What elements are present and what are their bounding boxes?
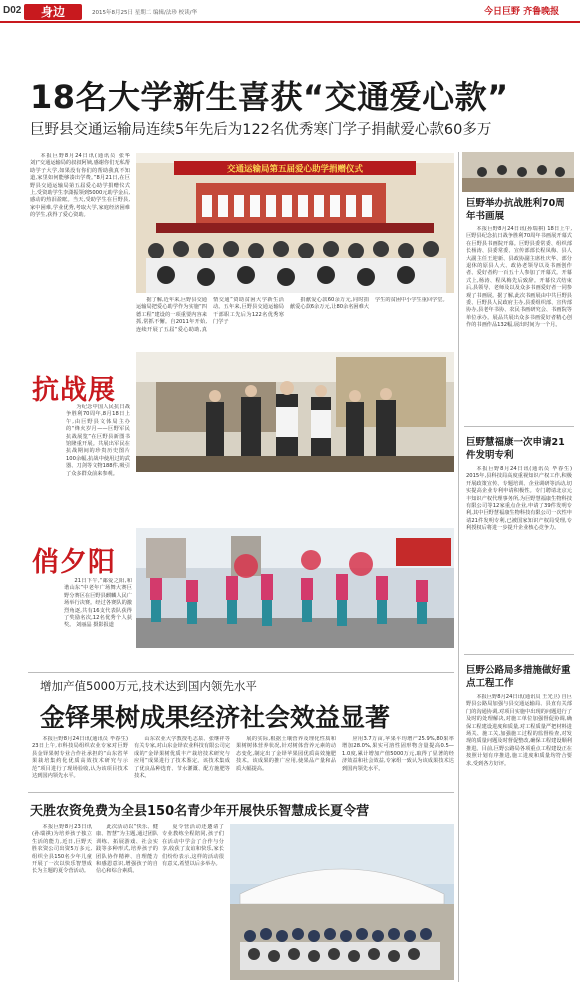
orchard-rule-top (28, 672, 454, 673)
sidebar-rule-1 (464, 426, 574, 427)
paper-name: 今日巨野 齐鲁晚报 (484, 7, 560, 17)
sidebar-story1-body (466, 226, 572, 424)
column-divider (458, 152, 459, 982)
summer-camp-col2-text: 此次活动以“快乐、健康、智慧”为主题,通过团队训练、拓展游戏、社会实践等多种形式,培养孩子的团队协作精神、自理能力和感恩意识,增强孩子的自信心和综合素质。 (96, 824, 158, 875)
orchard-col1-text: 本报巨野8月24日讯(通讯员 毕春生) 23日上午,市科技局组织农业专家对巨野县金铎果树专业合作社承担的“山东省苹果栽培集约化优质高效技术研究与示范”项目进行了现场验收,认为该项目技术达到国内领先水平。 (32, 736, 128, 780)
orchard-col2-text: 山东农业大学教授毛志泉、张继祥等有关专家,对山东金铎农业科技有限公司完成的“金铎果树优质丰产栽培技术研究与应用”成果进行了技术鉴定。该技术集成了优良品种选育、节水灌溉、配方施肥等技术。 (134, 736, 230, 780)
banner-text: 交通运输局第五届爱心助学捐赠仪式 (226, 164, 364, 175)
kangzhan-body-text: 为纪念中国人民抗日战争胜利70周年,8月18日上午,由巨野县文体局主办的“烽火岁月——巨野军民抗战展览”在巨野县新图书馆隆重开展。共展出军民在抗战期间的珍贵历史图片100余幅,抗战中使用过的武器、刀剑等文物188件,吸引了众多群众前来参观。 (66, 404, 130, 477)
page-code: D02 (3, 5, 22, 16)
sidebar-rule-2 (464, 654, 574, 655)
qiaoxiyang-photo (136, 528, 454, 648)
sidebar-story2-text: 本报巨野8月24日讯(通讯员 毕春生) 2015年,县科技局高度重视知识产权工作,积极开展政策宣传、专题培训、企业调研等活动,切实提高企业专利申请积极性。专门聘请北京元丰知识产权代理事务所,为巨野慧福康生物科技有限公司等12家重点企业,申请了39件发明专利,其中巨野慧福康生物科技有限公司一次性申请21件发明专利,已被国家知识产权局受理,专利授权后将进一步提升企业核心竞争力。 (466, 466, 572, 532)
sidebar-story3-text: 本报巨野8月24日讯(通讯员 王光卫) 自巨野县公路局加强与县交通运输局、县直有关部门的沟通协调,对项目实施中出现的问题进行了及时的处理解决,对施工单位加强督促协调,确保工程建设进度和质量,对工程质量严把材料进场关、施工关,加强施工过程的监督检查,对发现的质量问题及时督促整改,确保工程建设顺利推进。目前,巨野公路局各项重点工程建设正在按照计划有序推进,施工进度和质量均符合要求,受到各方好评。 (466, 694, 572, 767)
sidebar-story1-text: 本报巨野8月24日讯(孙瑞祺) 18日上午,巨野县纪念抗日战争胜利70周年书画展开幕式在巨野县书画院开幕。巨野县委常委、组织部长杨涛、县委常委、宣传部部长程凤梅、县人大副主任王迎新、县政协副主席杜庆华、部分退休的原县人大、政协老领导以及书画创作者、爱好者约一百五十人参加了开幕式。开幕式上,杨涛、程凤梅先后致辞。开幕仪式结束后,县领导、老师及以及众多书画爱好者一同参观了书画展。据了解,此次书画展由中共巨野县委、巨野县人民政府主办,县委组织部、宣传部协办,县老年书协、农民书画研究会、书画院等单位承办。展品共展出众多书画爱好者精心创作的书画作品132幅,展出时间为一个月。 (466, 226, 572, 329)
date-line: 2015年8月25日 星期二 编辑/法珍 校读/华 (92, 10, 197, 16)
sidebar-story2-body (466, 466, 572, 648)
lead-col1-text: 本报巨野8月24日讯(通讯员 张华 刘)“交通运输局的叔叔阿姨,感谢你们无私帮助学子大学,如果没有你们的帮助我真不知道,家里如何能够凑出学费。”8月21日,在巨野县交通运输局第五届爱心助学捐赠仪式上,受资助学生李潇振领到5000元助学金后,感动的热泪盈眶。当天,受助学生在巨野县,家中困难,学业优秀,考取大学,家庭经济困难的学生,获得了爱心资助。 (30, 153, 130, 219)
orchard-col1 (32, 736, 128, 786)
summer-camp-photo-graphic (230, 824, 454, 980)
sidebar-story1-title: 巨野举办抗战胜利70周年书画展 (466, 198, 565, 222)
lead-col2 (136, 297, 284, 347)
orchard-headline: 金铎果树成果经济社会效益显著 (40, 703, 391, 732)
sidebar-story2-title: 巨野慧福康一次申请21件发明专利 (466, 437, 565, 461)
orchard-col3-text: 展的实际,根据土壤营养及理化性质和果树树体营养状况,针对树体营养元素的动态变化,制定出了金铎苹果园优质高效施肥技术。该成果的推广应用,使果品产量和品质大幅提高。 (236, 736, 336, 772)
kangzhan-photo (136, 352, 454, 472)
qiaoxiyang-photo-graphic (136, 528, 454, 648)
masthead-rule (0, 21, 580, 23)
lead-photo (136, 153, 454, 293)
lead-col2-text: 据了解,近年来,巨野县交通运输局把爱心助学作为实施“四德工程”建设的一项重要内容来抓,常抓不懈。自2011年开始,连续开展了五届“爱心助助,真情交通”资助贫困大学新生活动。五年来,巨野县交通运输局干部职工先后为122名优秀寒门学子 (136, 297, 284, 333)
kangzhan-body (66, 404, 130, 514)
kangzhan-title: 抗战展 (32, 375, 116, 406)
lead-subhead: 巨野县交通运输局连续5年先后为122名优秀寒门学子捐献爱心款60多万 (30, 122, 492, 138)
summer-camp-col1 (32, 824, 92, 984)
section-title: 身边 (40, 5, 65, 19)
lead-col3 (290, 297, 454, 347)
summer-camp-photo (230, 824, 454, 980)
orchard-kicker: 增加产值5000万元,技术达到国内领先水平 (40, 679, 257, 693)
masthead (0, 0, 580, 22)
qiaoxiyang-body-text: 21日下午,“邮爱之阳,和谐山东”中老年广场舞大赛巨野分赛区在巨野县麒麟人民广场举行决赛。经过各赛队的激烈角逐,共有16支代表队获得了奖励名次,12名优秀个人获奖。 刘丽晶 摄影报道 (64, 578, 132, 629)
sidebar-photo-1 (462, 152, 574, 192)
summer-camp-col3 (162, 824, 224, 984)
lead-headline: 18名大学新生喜获“交通爱心款” (30, 78, 509, 116)
sidebar-story3-title: 巨野公路局多措施做好重点工程工作 (466, 665, 571, 689)
summer-camp-col3-text: 夏令营活动还邀请了专业教练全程陪同,孩子们在活动中学会了合作与分享,收获了友谊和快乐,家长们纷纷表示,这样的活动很有意义,希望以后多举办。 (162, 824, 224, 868)
qiaoxiyang-body (64, 578, 132, 650)
sidebar-photo-1-graphic (462, 152, 574, 192)
orchard-col4 (342, 736, 454, 786)
kangzhan-photo-graphic (136, 352, 454, 472)
lead-col1 (30, 153, 130, 346)
orchard-col3 (236, 736, 336, 786)
summer-camp-col2 (96, 824, 158, 984)
lead-photo-graphic (136, 153, 454, 293)
summer-camp-col1-text: 本报巨野8月23日讯(孙瑞祺)为培养孩子独立生活的能力,近日,巨野天胜农资公司出资5万多元,组织全县150名少年儿童开展了一次以快乐智慧成长为主题的夏令营活动。 (32, 824, 92, 875)
section-tag (24, 4, 82, 20)
orchard-rule-bottom (28, 792, 454, 793)
orchard-col4-text: 应用3.7万亩,苹果平均增产25.9%,80果率增加28.0%,果实可溶性固形物含量提高0.5—1.0度,累计增加产值5000万元,取得了显著的经济效益和社会效益,专家组一致认为该成果技术达到国内领先水平。 (342, 736, 454, 772)
qiaoxiyang-title: 俏夕阳 (32, 547, 116, 578)
orchard-col2 (134, 736, 230, 786)
sidebar-story3-body (466, 694, 572, 984)
summer-camp-headline: 天胜农资免费为全县150名青少年开展快乐智慧成长夏令营 (30, 804, 370, 819)
lead-col3-text: 捐献爱心款60余万元,同时捐献爱心款6余万元,让80余名困难大学生的贫困中小学生重回学堂。 (290, 297, 448, 311)
